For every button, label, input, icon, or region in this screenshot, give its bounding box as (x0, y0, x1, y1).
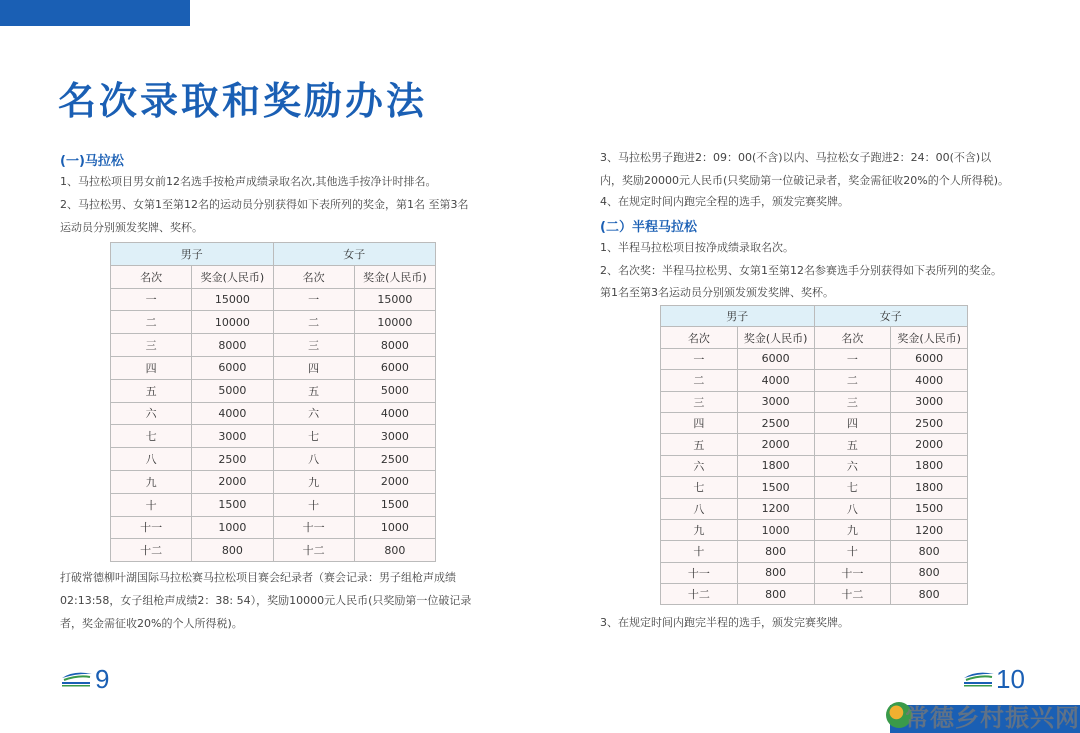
table-row (111, 356, 436, 379)
rank-cell: 十 (814, 541, 891, 562)
paragraph: 第1名至第3名运动员分别颁发颁发奖牌、奖杯。 (600, 286, 834, 299)
rank-cell: 七 (661, 477, 738, 498)
rank-cell: 四 (111, 356, 192, 379)
paragraph: 1、半程马拉松项目按净成绩录取名次。 (600, 241, 794, 254)
rank-cell: 三 (814, 391, 891, 412)
paragraph: 4、在规定时间内跑完全程的选手，颁发完赛奖牌。 (600, 195, 849, 208)
rank-cell: 五 (273, 379, 354, 402)
prize-cell: 15000 (192, 288, 273, 311)
rank-cell: 十一 (111, 516, 192, 539)
rank-cell: 一 (814, 348, 891, 369)
group-header-cell: 女子 (273, 243, 436, 266)
rank-cell: 六 (814, 455, 891, 476)
column-header-cell: 名次 (273, 265, 354, 288)
prize-cell: 8000 (354, 334, 435, 357)
table-row (661, 498, 968, 519)
paragraph: 2、名次奖：半程马拉松男、女第1至第12名参赛选手分别获得如下表所列的奖金。 (600, 264, 1002, 277)
prize-cell: 4000 (891, 370, 968, 391)
table-row (661, 434, 968, 455)
prize-cell: 1800 (891, 455, 968, 476)
table-row (661, 584, 968, 605)
table-row (111, 334, 436, 357)
prize-cell: 1800 (737, 455, 814, 476)
rank-cell: 二 (661, 370, 738, 391)
prize-cell: 2000 (192, 470, 273, 493)
paragraph: 打破常德柳叶湖国际马拉松赛马拉松项目赛会纪录者（赛会记录：男子组枪声成绩 (60, 571, 456, 584)
prize-cell: 2000 (891, 434, 968, 455)
group-header-cell: 男子 (111, 243, 274, 266)
table-row (111, 402, 436, 425)
column-header-cell: 奖金(人民币) (891, 327, 968, 348)
group-header-cell: 女子 (814, 306, 968, 327)
table-row (661, 477, 968, 498)
prize-cell: 2500 (192, 448, 273, 471)
table-row (661, 519, 968, 540)
rank-cell: 八 (273, 448, 354, 471)
prize-cell: 5000 (192, 379, 273, 402)
prize-cell: 1000 (354, 516, 435, 539)
rank-cell: 七 (814, 477, 891, 498)
prize-cell: 800 (737, 541, 814, 562)
rank-cell: 四 (661, 412, 738, 433)
column-header-cell: 奖金(人民币) (354, 265, 435, 288)
rank-cell: 九 (661, 519, 738, 540)
rank-cell: 十二 (814, 584, 891, 605)
event-logo-icon (962, 670, 996, 688)
table-row (111, 448, 436, 471)
paragraph: 2、马拉松男、女第1至第12名的运动员分别获得如下表所列的奖金，第1名 至第3名 (60, 198, 469, 211)
prize-cell: 800 (192, 539, 273, 562)
column-header-cell: 名次 (661, 327, 738, 348)
rank-cell: 十一 (814, 562, 891, 583)
prize-cell: 1200 (891, 519, 968, 540)
prize-cell: 2000 (737, 434, 814, 455)
section-heading-half-marathon: (二）半程马拉松 (600, 220, 697, 235)
rank-cell: 十二 (661, 584, 738, 605)
rank-cell: 十二 (273, 539, 354, 562)
rank-cell: 十 (273, 493, 354, 516)
prize-cell: 6000 (354, 356, 435, 379)
section-heading-marathon: (一)马拉松 (60, 154, 124, 169)
prize-cell: 1500 (737, 477, 814, 498)
rank-cell: 十 (111, 493, 192, 516)
event-logo-icon (60, 670, 94, 688)
rank-cell: 一 (273, 288, 354, 311)
column-header-cell: 奖金(人民币) (192, 265, 273, 288)
prize-cell: 2000 (354, 470, 435, 493)
rank-cell: 六 (273, 402, 354, 425)
paragraph: 02:13:58，女子组枪声成绩2：38: 54），奖励10000元人民币(只奖励第一位破记录 (60, 594, 472, 607)
rank-cell: 一 (661, 348, 738, 369)
paragraph: 者，奖金需征收20%的个人所得税)。 (60, 617, 243, 630)
rank-cell: 四 (814, 412, 891, 433)
table-group-header (111, 243, 436, 266)
prize-cell: 4000 (737, 370, 814, 391)
rank-cell: 九 (111, 470, 192, 493)
table-row (661, 391, 968, 412)
table-row (111, 470, 436, 493)
prize-cell: 1500 (354, 493, 435, 516)
page-number: 9 (95, 664, 110, 694)
prize-cell: 1000 (192, 516, 273, 539)
prize-cell: 2500 (891, 412, 968, 433)
table-row (661, 412, 968, 433)
table-row (661, 370, 968, 391)
rank-cell: 二 (814, 370, 891, 391)
column-header-cell: 奖金(人民币) (737, 327, 814, 348)
rank-cell: 七 (273, 425, 354, 448)
prize-cell: 1500 (891, 498, 968, 519)
table-row (661, 348, 968, 369)
prize-cell: 2500 (737, 412, 814, 433)
prize-cell: 4000 (354, 402, 435, 425)
page-number: 10 (996, 664, 1025, 694)
prize-cell: 6000 (891, 348, 968, 369)
rank-cell: 二 (111, 311, 192, 334)
prize-cell: 6000 (737, 348, 814, 369)
table-row (111, 516, 436, 539)
group-header-cell: 男子 (661, 306, 815, 327)
rank-cell: 九 (273, 470, 354, 493)
column-header-cell: 名次 (814, 327, 891, 348)
rank-cell: 一 (111, 288, 192, 311)
table-column-header (661, 327, 968, 348)
prize-cell: 3000 (737, 391, 814, 412)
paragraph: 3、马拉松男子跑进2：09：00(不含)以内、马拉松女子跑进2：24：00(不含)以 (600, 151, 992, 164)
table-row (111, 379, 436, 402)
rank-cell: 三 (111, 334, 192, 357)
page-title: 名次录取和奖励办法 (58, 79, 428, 123)
prize-cell: 800 (891, 562, 968, 583)
rank-cell: 八 (661, 498, 738, 519)
rank-cell: 四 (273, 356, 354, 379)
table-group-header (661, 306, 968, 327)
prize-cell: 800 (891, 541, 968, 562)
top-accent-bar (0, 0, 190, 26)
table-row (661, 541, 968, 562)
rank-cell: 六 (111, 402, 192, 425)
prize-cell: 4000 (192, 402, 273, 425)
table-row (111, 311, 436, 334)
prize-cell: 6000 (192, 356, 273, 379)
prize-cell: 8000 (192, 334, 273, 357)
prize-cell: 1000 (737, 519, 814, 540)
prize-cell: 800 (891, 584, 968, 605)
prize-cell: 1200 (737, 498, 814, 519)
rank-cell: 八 (111, 448, 192, 471)
prize-cell: 1800 (891, 477, 968, 498)
rank-cell: 十 (661, 541, 738, 562)
rank-cell: 三 (273, 334, 354, 357)
prize-cell: 3000 (192, 425, 273, 448)
rank-cell: 十二 (111, 539, 192, 562)
table-row (111, 425, 436, 448)
marathon-prize-table (110, 242, 436, 562)
table-column-header (111, 265, 436, 288)
rank-cell: 三 (661, 391, 738, 412)
watermark: 常德乡村振兴网 (905, 704, 1080, 732)
prize-cell: 15000 (354, 288, 435, 311)
half-marathon-prize-table (660, 305, 968, 605)
paragraph: 1、马拉松项目男女前12名选手按枪声成绩录取名次,其他选手按净计时排名。 (60, 175, 437, 188)
paragraph: 3、在规定时间内跑完半程的选手，颁发完赛奖牌。 (600, 616, 849, 629)
prize-cell: 5000 (354, 379, 435, 402)
rank-cell: 十一 (661, 562, 738, 583)
paragraph: 运动员分别颁发奖牌、奖杯。 (60, 221, 203, 234)
prize-cell: 10000 (192, 311, 273, 334)
paragraph: 内，奖励20000元人民币(只奖励第一位破记录者，奖金需征收20%的个人所得税)。 (600, 174, 1010, 187)
prize-cell: 10000 (354, 311, 435, 334)
prize-cell: 3000 (354, 425, 435, 448)
prize-cell: 800 (737, 562, 814, 583)
table-row (111, 288, 436, 311)
rank-cell: 二 (273, 311, 354, 334)
rank-cell: 五 (661, 434, 738, 455)
rank-cell: 五 (111, 379, 192, 402)
prize-cell: 2500 (354, 448, 435, 471)
prize-cell: 800 (737, 584, 814, 605)
rank-cell: 六 (661, 455, 738, 476)
rank-cell: 五 (814, 434, 891, 455)
table-row (111, 493, 436, 516)
column-header-cell: 名次 (111, 265, 192, 288)
table-row (661, 562, 968, 583)
rank-cell: 八 (814, 498, 891, 519)
rank-cell: 十一 (273, 516, 354, 539)
table-row (111, 539, 436, 562)
rank-cell: 七 (111, 425, 192, 448)
rank-cell: 九 (814, 519, 891, 540)
prize-cell: 1500 (192, 493, 273, 516)
prize-cell: 800 (354, 539, 435, 562)
table-row (661, 455, 968, 476)
prize-cell: 3000 (891, 391, 968, 412)
